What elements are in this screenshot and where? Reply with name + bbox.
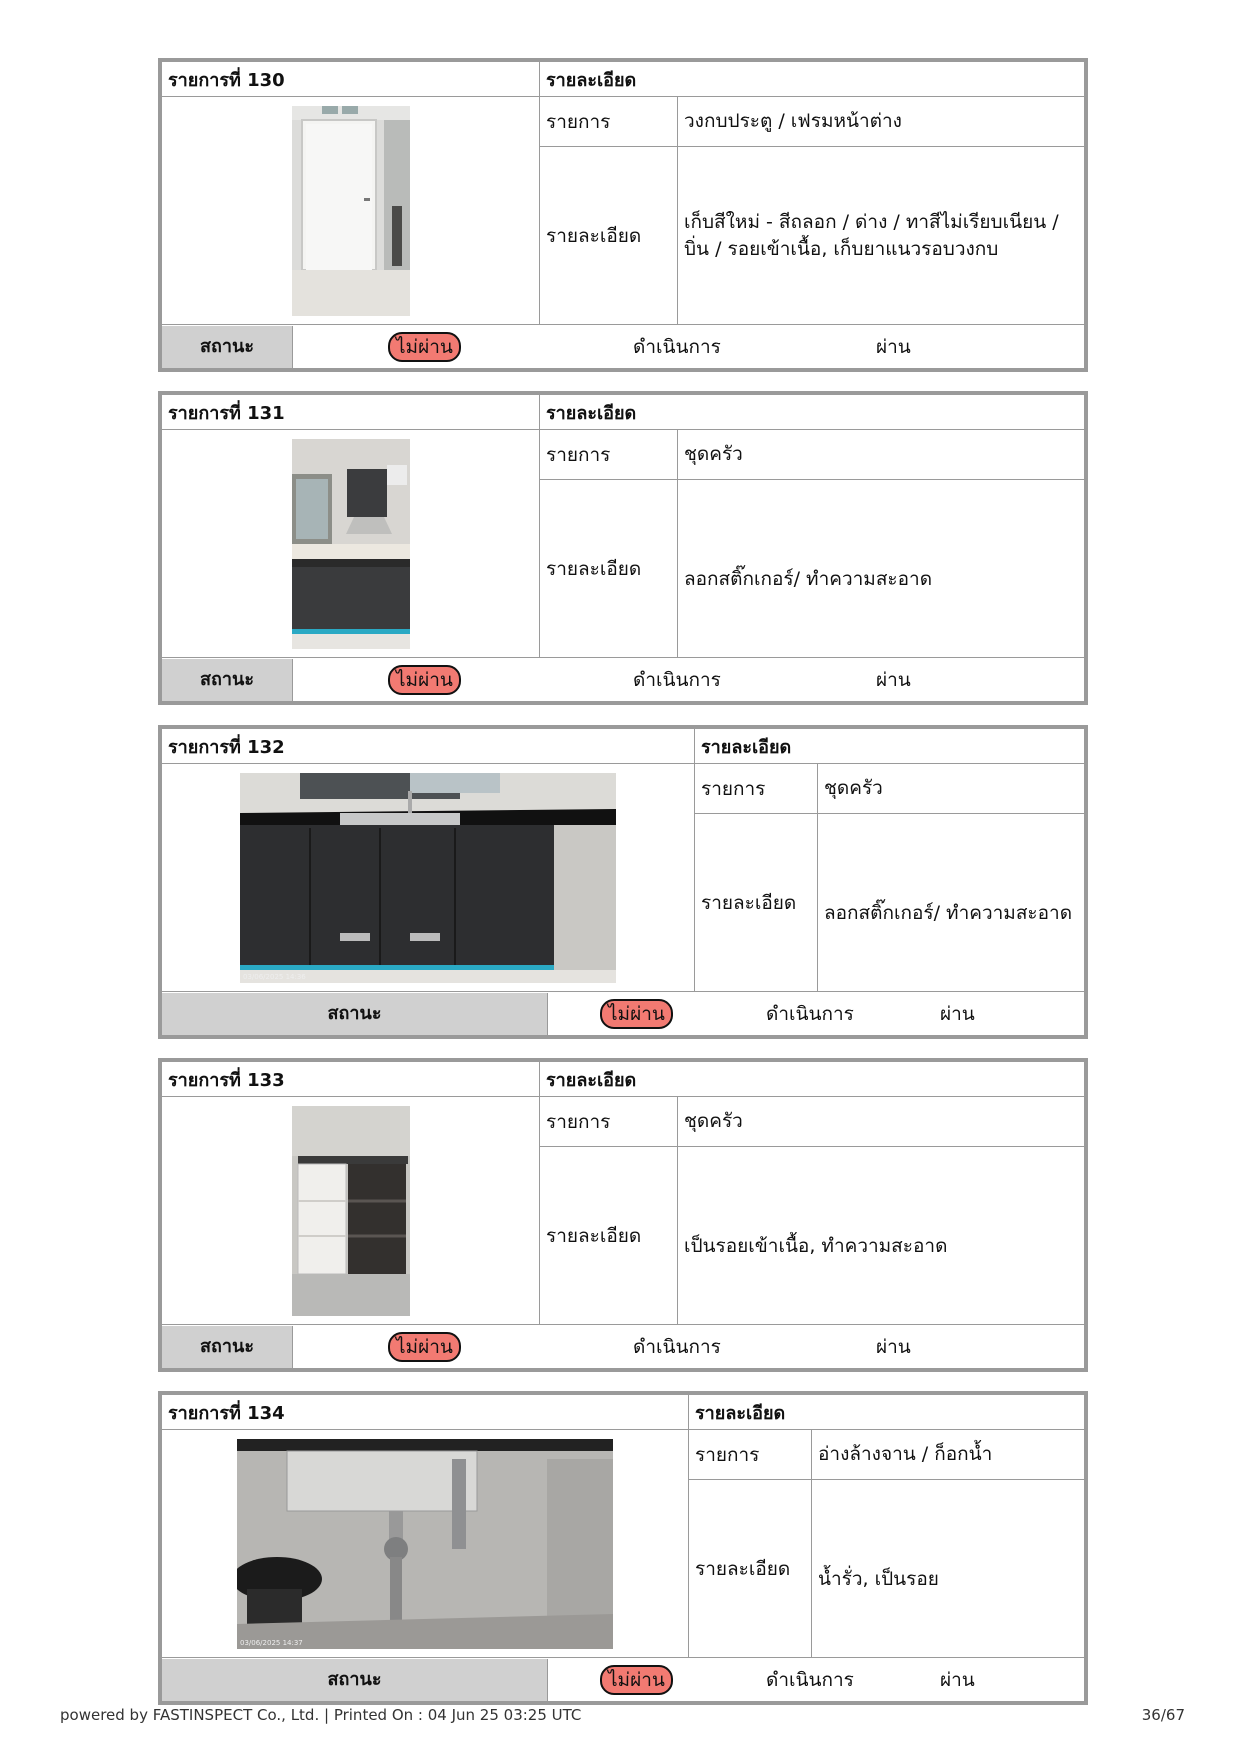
item-title: รายการที่ 134 — [162, 1395, 689, 1430]
status-option-in-progress[interactable]: ดำเนินการ — [633, 335, 721, 358]
photo-cell — [162, 430, 540, 658]
details-header: รายละเอียด — [689, 1395, 1085, 1430]
status-option-fail[interactable]: ไม่ผ่าน — [388, 332, 461, 362]
item-label: รายการ — [695, 764, 818, 814]
photo-cell — [162, 1430, 689, 1658]
status-option-in-progress[interactable]: ดำเนินการ — [766, 1002, 854, 1025]
status-options — [548, 1659, 1084, 1701]
details-label: รายละเอียด — [540, 480, 678, 658]
item-label: รายการ — [689, 1430, 812, 1480]
status-option-fail[interactable]: ไม่ผ่าน — [600, 1665, 673, 1695]
status-options — [293, 1326, 1084, 1368]
status-label: สถานะ — [162, 659, 293, 701]
photo-cell — [162, 97, 540, 325]
photo-timestamp: 03/06/2025 14:37 — [240, 1638, 303, 1647]
photo-kitchen-counter[interactable] — [240, 773, 616, 983]
item-value: ชุดครัว — [678, 430, 1085, 480]
status-option-fail[interactable]: ไม่ผ่าน — [388, 665, 461, 695]
status-label: สถานะ — [162, 1659, 548, 1701]
status-option-pass[interactable]: ผ่าน — [876, 1335, 911, 1358]
status-option-fail[interactable]: ไม่ผ่าน — [600, 999, 673, 1029]
photo-timestamp: 03/06/2025 14:36 — [243, 972, 306, 981]
details-value: ลอกสติ๊กเกอร์/ ทำความสะอาด — [818, 814, 1085, 992]
status-option-pass[interactable]: ผ่าน — [940, 1668, 975, 1691]
status-label: สถานะ — [162, 993, 548, 1035]
details-label: รายละเอียด — [689, 1480, 812, 1658]
status-option-in-progress[interactable]: ดำเนินการ — [633, 668, 721, 691]
item-value: ชุดครัว — [818, 764, 1085, 814]
status-label: สถานะ — [162, 1326, 293, 1368]
details-value: เป็นรอยเข้าเนื้อ, ทำความสะอาด — [678, 1147, 1085, 1325]
photo-cell — [162, 764, 695, 992]
status-options — [293, 659, 1084, 701]
photo-door-frame[interactable] — [292, 106, 410, 316]
photo-kitchen-shelf[interactable] — [292, 1106, 410, 1316]
details-header: รายละเอียด — [540, 395, 1085, 430]
details-value: น้ำรั่ว, เป็นรอย — [812, 1480, 1085, 1658]
photo-sink-underside[interactable] — [237, 1439, 613, 1649]
item-value: อ่างล้างจาน / ก็อกน้ำ — [812, 1430, 1085, 1480]
item-title: รายการที่ 130 — [162, 62, 540, 97]
item-title: รายการที่ 131 — [162, 395, 540, 430]
page-number: 36/67 — [1141, 1706, 1185, 1724]
footer-powered-by: powered by FASTINSPECT Co., Ltd. | Printed On : 04 Jun 25 03:25 UTC — [60, 1706, 582, 1724]
status-option-in-progress[interactable]: ดำเนินการ — [766, 1668, 854, 1691]
photo-cell — [162, 1097, 540, 1325]
item-title: รายการที่ 133 — [162, 1062, 540, 1097]
details-label: รายละเอียด — [695, 814, 818, 992]
status-option-pass[interactable]: ผ่าน — [876, 335, 911, 358]
item-value: วงกบประตู / เฟรมหน้าต่าง — [678, 97, 1085, 147]
inspection-card-133 — [158, 1058, 1088, 1372]
status-label: สถานะ — [162, 326, 293, 368]
details-label: รายละเอียด — [540, 1147, 678, 1325]
inspection-card-131 — [158, 391, 1088, 705]
details-label: รายละเอียด — [540, 147, 678, 325]
inspection-card-134 — [158, 1391, 1088, 1705]
photo-kitchen-set[interactable] — [292, 439, 410, 649]
item-title: รายการที่ 132 — [162, 729, 695, 764]
status-option-pass[interactable]: ผ่าน — [940, 1002, 975, 1025]
details-value: ลอกสติ๊กเกอร์/ ทำความสะอาด — [678, 480, 1085, 658]
status-options — [548, 993, 1084, 1035]
item-label: รายการ — [540, 1097, 678, 1147]
status-options — [293, 326, 1084, 368]
inspection-card-130 — [158, 58, 1088, 372]
status-option-in-progress[interactable]: ดำเนินการ — [633, 1335, 721, 1358]
details-header: รายละเอียด — [695, 729, 1085, 764]
status-option-pass[interactable]: ผ่าน — [876, 668, 911, 691]
details-value: เก็บสีใหม่ - สีถลอก / ด่าง / ทาสีไม่เรียบเนียน / บิ่น / รอยเข้าเนื้อ, เก็บยาแนวรอบวงกบ — [678, 147, 1085, 325]
details-header: รายละเอียด — [540, 1062, 1085, 1097]
item-label: รายการ — [540, 430, 678, 480]
status-option-fail[interactable]: ไม่ผ่าน — [388, 1332, 461, 1362]
item-label: รายการ — [540, 97, 678, 147]
item-value: ชุดครัว — [678, 1097, 1085, 1147]
inspection-card-132 — [158, 725, 1088, 1039]
details-header: รายละเอียด — [540, 62, 1085, 97]
